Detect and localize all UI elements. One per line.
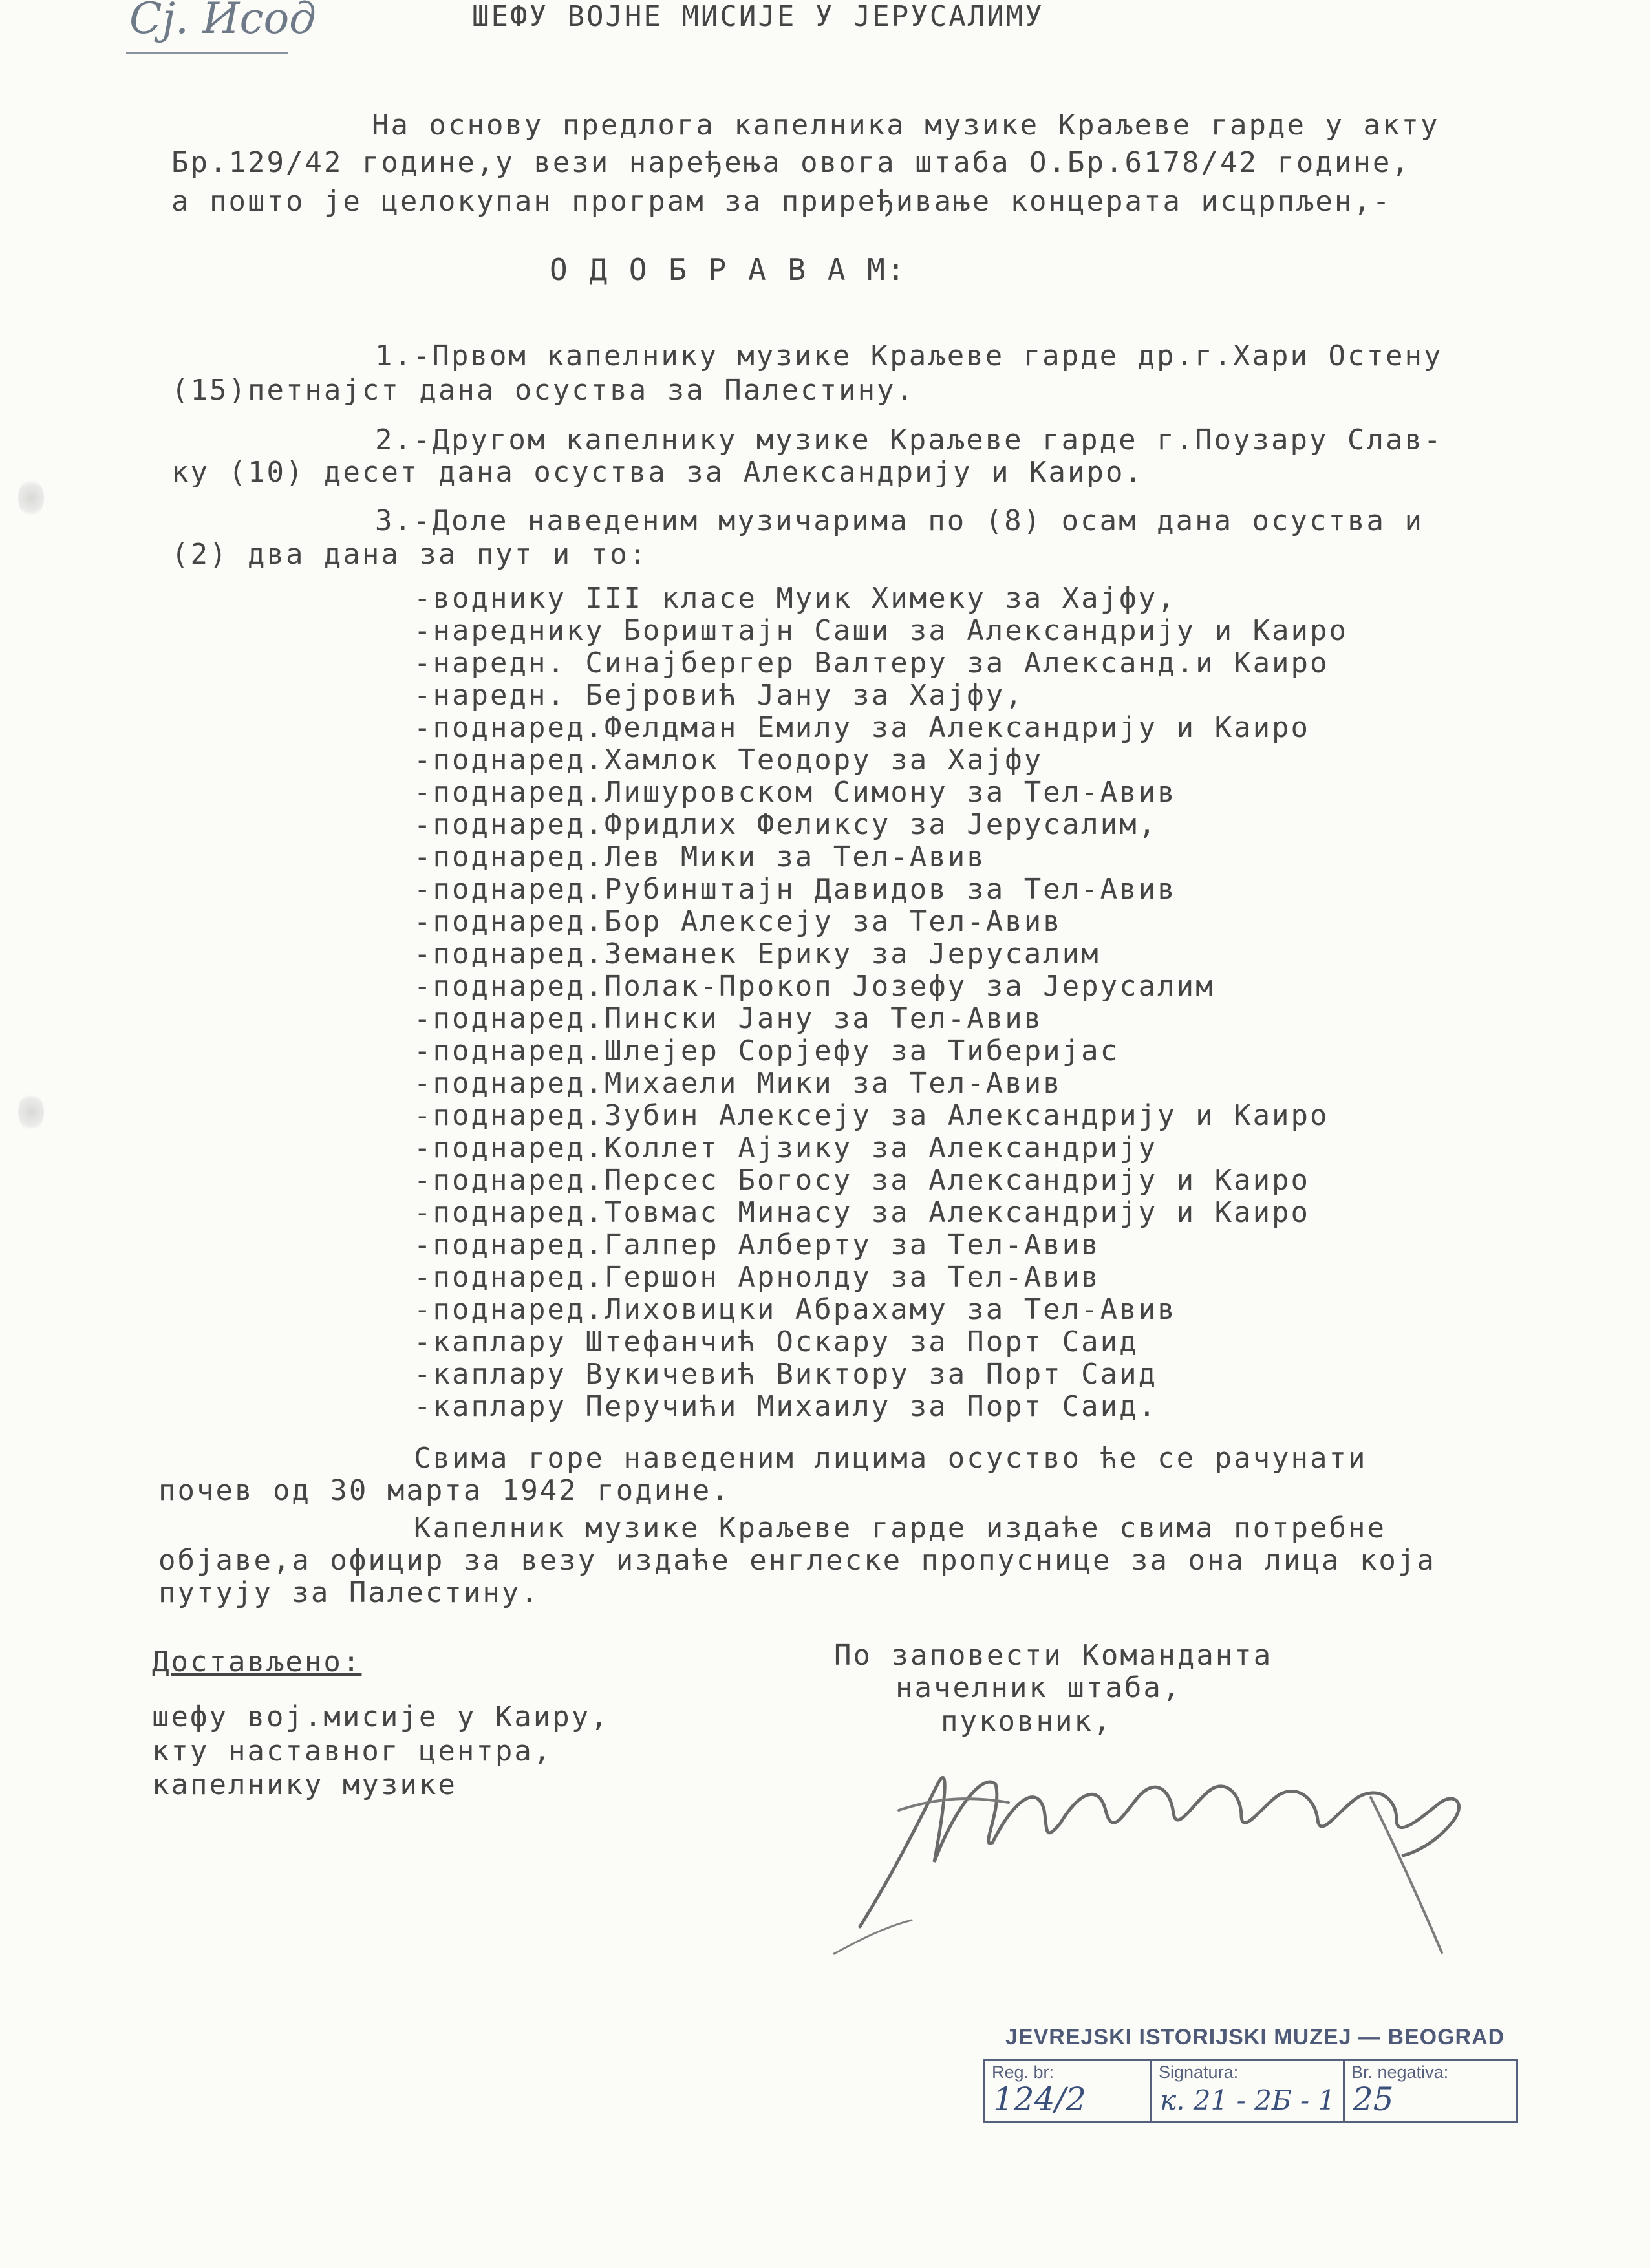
- archive-note: Сј. Исод: [129, 0, 317, 43]
- musician-entry: -нареднику Бориштајн Саши за Александрију и Каиро: [414, 614, 1349, 647]
- stamp-cell-reg: [985, 2061, 1152, 2121]
- musician-entry: -поднаред.Шлејер Сорјефу за Тиберијас: [414, 1034, 1120, 1067]
- closing-line: почев од 30 марта 1942 године.: [158, 1474, 731, 1507]
- musician-entry: -поднаред.Полак-Прокоп Јозефу за Јерусалим: [414, 970, 1215, 1003]
- punch-hole: [18, 478, 44, 517]
- signature-block-line: По заповести Команданта: [834, 1639, 1273, 1672]
- delivered-recipient: кту наставног центра,: [152, 1735, 553, 1768]
- musician-entry: -поднаред.Хамлок Теодору за Хајфу: [414, 744, 1044, 776]
- musician-entry: -поднаред.Бор Алексеју за Тел-Авив: [414, 905, 1062, 938]
- musician-entry: -каплару Вукичевић Виктору за Порт Саид: [414, 1358, 1158, 1391]
- musician-entry: -поднаред.Лишуровском Симону за Тел-Авив: [414, 776, 1177, 809]
- musician-entry: -поднаред.Пински Јану за Тел-Авив: [414, 1002, 1044, 1035]
- musician-entry: -поднаред.Персес Богосу за Александрију и Каиро: [414, 1164, 1311, 1197]
- musician-entry: -поднаред.Михаели Мики за Тел-Авив: [414, 1067, 1062, 1100]
- musician-entry: -поднаред.Зубин Алексеју за Александрију и Каиро: [414, 1099, 1329, 1132]
- item-3-line: (2) два дана за пут и то:: [171, 538, 648, 571]
- intro-line: На основу предлога капелника музике Краљеве гарде у акту: [372, 109, 1440, 142]
- stamp-cell-signatura: [1152, 2061, 1345, 2121]
- museum-archive-stamp: [980, 2025, 1519, 2119]
- closing-line: путују за Палестину.: [158, 1576, 540, 1609]
- archive-note-underline: [126, 52, 288, 54]
- punch-hole: [18, 1093, 44, 1131]
- intro-line: Бр.129/42 године,у вези наређења овога штаба О.Бр.6178/42 године,: [171, 146, 1411, 179]
- musician-entry: -поднаред.Лев Мики за Тел-Авив: [414, 840, 986, 873]
- stamp-value: 25: [1353, 2081, 1394, 2118]
- musician-entry: -поднаред.Галпер Алберту за Тел-Авив: [414, 1228, 1100, 1261]
- item-1-line: (15)петнајст дана осуства за Палестину.: [171, 374, 916, 407]
- delivered-recipient: капелнику музике: [152, 1768, 457, 1801]
- item-3-line: 3.-Доле наведеним музичарима по (8) осам дана осуства и: [375, 504, 1424, 537]
- stamp-table: [983, 2059, 1518, 2123]
- signature-block-line: начелник штаба,: [895, 1671, 1182, 1704]
- delivered-label: Достављено:: [152, 1645, 362, 1678]
- closing-line: Капелник музике Краљеве гарде издаће свима потребне: [414, 1512, 1387, 1545]
- document-heading: ШЕФУ ВОЈНЕ МИСИЈЕ У ЈЕРУСАЛИМУ: [472, 0, 1044, 33]
- stamp-label: Signatura:: [1159, 2062, 1239, 2082]
- intro-line: а пошто је целокупан програм за приређивање концерата исцрпљен,-: [171, 185, 1392, 218]
- stamp-title: JEVREJSKI ISTORIJSKI MUZEJ — BEOGRAD: [1005, 2025, 1505, 2049]
- item-2-line: 2.-Другом капелнику музике Краљеве гарде г.Поузару Слав-: [375, 423, 1443, 456]
- musician-entry: -поднаред.Коллет Ајзику за Александрију: [414, 1131, 1158, 1164]
- item-1-line: 1.-Првом капелнику музике Краљеве гарде др.г.Хари Остену: [375, 339, 1443, 372]
- musician-entry: -воднику III класе Муик Химеку за Хајфу,: [414, 582, 1177, 615]
- musician-entry: -поднаред.Лиховицки Абрахаму за Тел-Авив: [414, 1293, 1177, 1326]
- musician-entry: -поднаред.Товмас Минасу за Александрију и Каиро: [414, 1196, 1311, 1229]
- musician-entry: -поднаред.Фелдман Емилу за Александрију и Каиро: [414, 711, 1311, 744]
- signature-mark: [821, 1713, 1506, 1959]
- musician-entry: -наредн. Синајбергер Валтеру за Александ.и Каиро: [414, 647, 1329, 679]
- approval-heading: О Д О Б Р А В А М:: [550, 252, 907, 287]
- musician-entry: -поднаред.Фридлих Феликсу за Јерусалим,: [414, 808, 1158, 841]
- stamp-value: к. 21 - 2Б - 1: [1160, 2084, 1336, 2116]
- delivered-recipient: шефу вој.мисије у Каиру,: [152, 1700, 610, 1733]
- musician-entry: -поднаред.Земанек Ерику за Јерусалим: [414, 937, 1100, 970]
- closing-line: објаве,а официр за везу издаће енглеске пропуснице за она лица која: [158, 1544, 1436, 1577]
- musician-entry: -поднаред.Рубинштајн Давидов за Тел-Авив: [414, 873, 1177, 906]
- musician-entry: -каплару Штефанчић Оскару за Порт Саид: [414, 1325, 1139, 1358]
- stamp-label: Br. negativa:: [1351, 2062, 1449, 2082]
- signature-block-line: пуковник,: [941, 1705, 1113, 1738]
- stamp-value: 124/2: [993, 2081, 1087, 2118]
- stamp-cell-negativ: [1345, 2061, 1514, 2121]
- stamp-label: Reg. br:: [992, 2062, 1055, 2082]
- item-2-line: ку (10) десет дана осуства за Александрију и Каиро.: [171, 456, 1144, 489]
- musician-entry: -поднаред.Гершон Арнолду за Тел-Авив: [414, 1261, 1100, 1294]
- musician-entry: -каплару Перучићи Михаилу за Порт Саид.: [414, 1390, 1158, 1423]
- closing-line: Свима горе наведеним лицима осуство ће се рачунати: [414, 1442, 1367, 1475]
- musician-entry: -наредн. Бејровић Јану за Хајфу,: [414, 679, 1024, 712]
